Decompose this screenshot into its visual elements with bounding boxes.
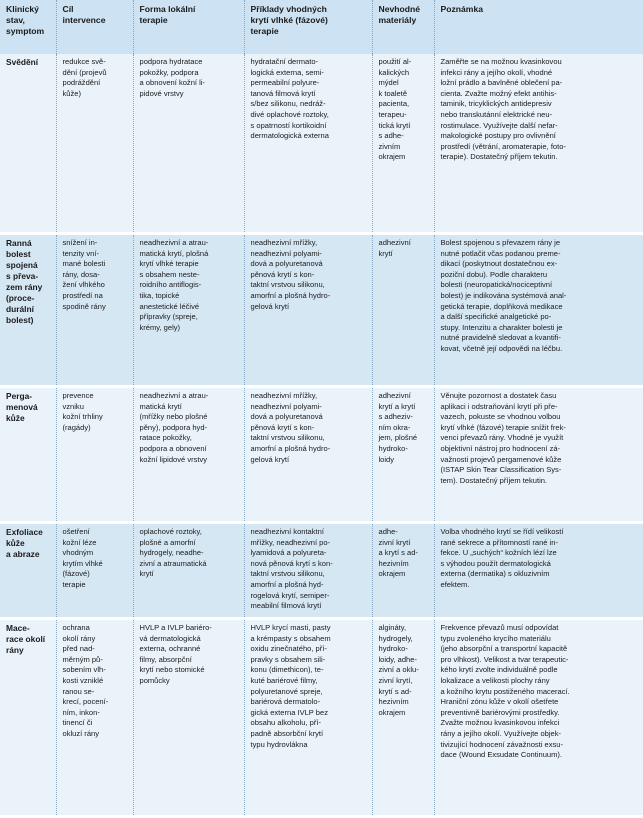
cell-line: tika, topické bbox=[139, 290, 180, 300]
cell-line: s převa- bbox=[6, 271, 39, 281]
cell-line: s/bez silikonu, nedráž- bbox=[250, 99, 326, 109]
cell-line: Věnujte pozornost a dostatek času bbox=[440, 391, 557, 400]
cell-line: makologické postupy pro ovlivnění bbox=[440, 131, 556, 141]
cell-line: bariérová dermatolo- bbox=[250, 697, 321, 707]
cell-intervention-goal bbox=[56, 523, 133, 619]
cell-line: terapie bbox=[139, 15, 168, 26]
cell-local-therapy bbox=[133, 523, 244, 619]
cell-line: vazech, pokuste se vhodnou volbou bbox=[440, 412, 561, 422]
cell-line: tivizující hodnocení závažnosti exsu- bbox=[440, 739, 563, 749]
cell-line: krytí vlhké (fázové) bbox=[250, 15, 328, 26]
cell-line: neadhezivní a atrau- bbox=[139, 238, 209, 247]
cell-line: kůže bbox=[6, 538, 25, 548]
cell-clinical-state bbox=[0, 523, 56, 619]
cell-line: padně absorbční krytí bbox=[250, 728, 324, 738]
cell-line: obsahu alkoholu, pří- bbox=[250, 718, 321, 728]
cell-line: typu zvoleného krycího materiálu bbox=[440, 633, 551, 643]
cell-line: (ISTAP Skin Tear Classification Sys- bbox=[440, 465, 562, 475]
cell-dressing-examples bbox=[244, 387, 372, 523]
cell-line: podráždění bbox=[62, 78, 101, 88]
cell-intervention-goal bbox=[56, 619, 133, 817]
cell-line: amorfní a plošná hyd- bbox=[250, 579, 324, 589]
cell-line: ratace pokožky, bbox=[139, 433, 192, 443]
cell-line: pidové vrstvy bbox=[139, 88, 184, 98]
table-header bbox=[0, 0, 643, 54]
cell-line: preventivně bariérovými prostředky. bbox=[440, 707, 560, 717]
cell-unsuitable-materials bbox=[372, 54, 434, 234]
cell-line: konu (dimethicon), te- bbox=[250, 665, 324, 675]
cell-note bbox=[434, 54, 643, 234]
cell-line: divé oplachové roztoky, bbox=[250, 109, 329, 119]
cell-line: meabilní filmová krytí bbox=[250, 601, 322, 611]
cell-line: mané bolesti bbox=[62, 259, 106, 269]
cell-unsuitable-materials bbox=[372, 619, 434, 817]
cell-line: bolest) je indikována systémová anal- bbox=[440, 290, 567, 300]
header-dressing-examples bbox=[244, 0, 372, 54]
cell-line: a krytí s ad- bbox=[378, 548, 418, 558]
cell-line: ošetření bbox=[62, 527, 90, 536]
cell-line: redukce svě- bbox=[62, 57, 106, 66]
cell-line: zivním bbox=[378, 141, 401, 151]
cell-line: važnosti projevů pergamenové kůže bbox=[440, 454, 562, 464]
cell-line: neadhezivní polyami- bbox=[250, 401, 322, 411]
cell-line: nebo transkutánní elektrické neu- bbox=[440, 109, 553, 119]
cell-line: bolest bbox=[6, 249, 31, 259]
cell-line: Forma lokální bbox=[139, 4, 196, 14]
cell-line: adhezivní bbox=[378, 238, 411, 247]
cell-line: polyuretanové spreje, bbox=[250, 686, 323, 696]
cell-line: terapie). Dostatečný příjem tekutin. bbox=[440, 152, 558, 162]
cell-line: pokožky, podpora bbox=[139, 67, 199, 77]
cell-line: zivní a oklu- bbox=[378, 665, 419, 675]
cell-line: HVLP krycí masti, pasty bbox=[250, 623, 331, 632]
cell-line: a další specifické analgetické po- bbox=[440, 312, 552, 322]
cell-line: oxidu zinečnatého, pří- bbox=[250, 644, 327, 654]
header-clinical-state bbox=[0, 0, 56, 54]
cell-line: neadhezivní mřížky, bbox=[250, 391, 318, 400]
cell-line: ochrana bbox=[62, 623, 90, 632]
cell-intervention-goal bbox=[56, 387, 133, 523]
cell-note bbox=[434, 234, 643, 387]
cell-line: krytí nebo stomické bbox=[139, 665, 205, 675]
table-body bbox=[0, 54, 643, 817]
cell-line: kuté bariérové filmy, bbox=[250, 675, 318, 685]
cell-line: nutné potlačit včas podanou preme- bbox=[440, 248, 561, 258]
cell-line: tinencí či bbox=[62, 718, 93, 728]
cell-line: Ranná bbox=[6, 238, 32, 248]
cell-line: prostředí (větrání, aromaterapie, foto- bbox=[440, 141, 566, 151]
cell-line: pacienta, bbox=[378, 99, 410, 109]
cell-line: roidního antiflogis- bbox=[139, 280, 202, 290]
cell-line: podpora a obnovení bbox=[139, 443, 207, 453]
cell-clinical-state bbox=[0, 387, 56, 523]
cell-line: Zvažte možnou kvasinkovou infekci bbox=[440, 718, 560, 728]
cell-line: mýdel bbox=[378, 78, 399, 88]
cell-line: krecí, pocení- bbox=[62, 697, 109, 707]
cell-line: adhezivní bbox=[378, 391, 411, 400]
cell-clinical-state bbox=[0, 619, 56, 817]
cell-line: pro vlhkost). Velikost a tvar terapeutic- bbox=[440, 654, 569, 664]
cell-line: před nad- bbox=[62, 644, 95, 654]
cell-line: měrným pů- bbox=[62, 654, 103, 664]
cell-line: Cíl bbox=[62, 4, 74, 14]
cell-line: a abraze bbox=[6, 549, 40, 559]
cell-line: okrajem bbox=[378, 152, 406, 162]
cell-line: Klinický bbox=[6, 4, 39, 14]
cell-line: Hraniční zónu kůže v okolí ošetřete bbox=[440, 697, 559, 707]
cell-line: gelová krytí bbox=[250, 301, 290, 311]
cell-line: Frekvence převazů musí odpovídat bbox=[440, 623, 559, 632]
cell-line: prevence bbox=[62, 391, 94, 400]
cell-line: (mřížky nebo plošné bbox=[139, 412, 208, 422]
cell-line: s adheziv- bbox=[378, 412, 413, 422]
cell-line: rány, dosa- bbox=[62, 269, 100, 279]
cell-line: externa (dermatika) s okluzivním bbox=[440, 569, 550, 579]
header-intervention-goal bbox=[56, 0, 133, 54]
cell-line: Bolest spojenou s převazem rány je bbox=[440, 238, 561, 247]
cell-line: terapie bbox=[62, 579, 86, 589]
cell-line: tická krytí bbox=[378, 120, 411, 130]
cell-line: Zaměřte se na možnou kvasinkovou bbox=[440, 57, 562, 66]
cell-line: rostimulace. Využívejte další nefar- bbox=[440, 120, 558, 130]
cell-line: vhodným bbox=[62, 548, 94, 558]
cell-line: vzniku bbox=[62, 401, 84, 411]
cell-clinical-state bbox=[0, 234, 56, 387]
cell-line: vá dermatologická bbox=[139, 633, 201, 643]
cell-line: použití al- bbox=[378, 57, 412, 66]
cell-line: Poznámka bbox=[440, 4, 484, 14]
cell-line: HVLP a IVLP bariéro- bbox=[139, 623, 212, 632]
cell-line: pěnová krytí s kon- bbox=[250, 422, 315, 432]
cell-note bbox=[434, 619, 643, 817]
cell-line: race okolí bbox=[6, 634, 46, 644]
cell-line: hydroko- bbox=[378, 644, 408, 654]
cell-line: tenzity vní- bbox=[62, 248, 99, 258]
cell-line: logická externa, semi- bbox=[250, 67, 324, 77]
cell-unsuitable-materials bbox=[372, 387, 434, 523]
cell-line: okluzí rány bbox=[62, 728, 99, 738]
cell-line: okrajem bbox=[378, 569, 406, 579]
cell-line: matická krytí bbox=[139, 401, 182, 411]
cell-local-therapy bbox=[133, 54, 244, 234]
cell-line: (proce- bbox=[6, 293, 35, 303]
cell-line: amorfní a plošná hydro- bbox=[250, 290, 331, 300]
cell-line: kůže bbox=[6, 413, 25, 423]
cell-line: žení vlhkého bbox=[62, 280, 105, 290]
cell-line: hydroko- bbox=[378, 443, 408, 453]
cell-line: (jeho absorpční a transportní kapacitě bbox=[440, 644, 568, 654]
cell-line: spodině rány bbox=[62, 301, 106, 311]
cell-line: krytí s ad- bbox=[378, 686, 412, 696]
cell-line: plošné a amorfní bbox=[139, 537, 196, 547]
cell-line: bolest) bbox=[6, 315, 34, 325]
cell-line: poziční dobu). Podle charakteru bbox=[440, 269, 548, 279]
cell-line: adhe- bbox=[378, 527, 398, 536]
cell-line: krytím vlhké bbox=[62, 558, 103, 568]
cell-line: tanová filmová krytí bbox=[250, 88, 316, 98]
cell-line: zem rány bbox=[6, 282, 43, 292]
cell-line: materiály bbox=[378, 15, 417, 26]
cell-line: dová a polyuretanová bbox=[250, 259, 323, 269]
cell-line: oplachové roztoky, bbox=[139, 527, 202, 536]
cell-line: zivní krytí, bbox=[378, 675, 413, 685]
cell-intervention-goal bbox=[56, 234, 133, 387]
cell-line: neadhezivní kontaktní bbox=[250, 527, 324, 536]
cell-line: ložní prádlo a bavlněné oblečení pa- bbox=[440, 78, 563, 88]
cell-line: Nevhodné bbox=[378, 4, 421, 14]
cell-line: permeabilní polyure- bbox=[250, 78, 320, 88]
cell-line: kalických bbox=[378, 67, 410, 77]
cell-line: dace (Wound Exsudate Continuum). bbox=[440, 750, 563, 760]
cell-line: přípravky (spreje, bbox=[139, 312, 198, 322]
cell-line: getická terapie, doplňková medikace bbox=[440, 301, 563, 311]
cell-line: bolesti (neuropatická/nociceptivní bbox=[440, 280, 553, 290]
cell-line: nová pěnová krytí s kon- bbox=[250, 558, 333, 568]
cell-line: krytí vlhké terapie bbox=[139, 259, 199, 269]
cell-line: snížení in- bbox=[62, 238, 98, 247]
cell-line: gická externa IVLP bez bbox=[250, 707, 328, 717]
cell-dressing-examples bbox=[244, 523, 372, 619]
cell-line: prostředí na bbox=[62, 290, 103, 300]
table-row-procedural-pain bbox=[0, 234, 643, 387]
cell-line: krémy, gely) bbox=[139, 322, 181, 332]
cell-line: durální bbox=[6, 304, 34, 314]
cell-line: kého krytí zvolte individuálně podle bbox=[440, 665, 558, 675]
cell-line: kosti vzniklé bbox=[62, 675, 104, 685]
cell-line: rány bbox=[6, 645, 24, 655]
cell-line: zivní krytí bbox=[378, 537, 411, 547]
cell-line: krytí a krytí bbox=[378, 401, 416, 411]
cell-line: dová a polyuretanová bbox=[250, 412, 323, 422]
cell-line: a obnovení kožní li- bbox=[139, 78, 205, 88]
cell-line: s obsahem neste- bbox=[139, 269, 200, 279]
cell-line: objektivní nástroj pro hodnocení zá- bbox=[440, 443, 561, 453]
table-row-itching bbox=[0, 54, 643, 234]
cell-unsuitable-materials bbox=[372, 234, 434, 387]
cell-line: (ragády) bbox=[62, 422, 91, 432]
cell-line: s výhodou použít dermatologická bbox=[440, 558, 551, 568]
cell-line: anestetické léčivé bbox=[139, 301, 200, 311]
cell-local-therapy bbox=[133, 387, 244, 523]
cell-line: Exfoliace bbox=[6, 527, 43, 537]
cell-line: dění (projevů bbox=[62, 67, 107, 77]
cell-line: Příklady vhodných bbox=[250, 4, 327, 14]
cell-line: zivní a atraumatická bbox=[139, 558, 207, 568]
table-row-exfoliation bbox=[0, 523, 643, 619]
cell-line: infekci rány a jejího okolí, vhodné bbox=[440, 67, 553, 77]
cell-line: krytí bbox=[139, 569, 154, 579]
cell-line: neadhezivní mřížky, bbox=[250, 238, 318, 247]
cell-line: kožní lipidové vrstvy bbox=[139, 454, 208, 464]
cell-line: efektem. bbox=[440, 579, 470, 589]
cell-intervention-goal bbox=[56, 54, 133, 234]
cell-line: (fázové) bbox=[62, 569, 90, 579]
header-unsuitable-materials bbox=[372, 0, 434, 54]
cell-line: kožní léze bbox=[62, 537, 97, 547]
cell-unsuitable-materials bbox=[372, 523, 434, 619]
cell-line: kůže) bbox=[62, 88, 81, 98]
cell-line: stupy. Intenzitu a charakter bolesti je bbox=[440, 322, 563, 332]
cell-line: dermatologická externa bbox=[250, 131, 329, 141]
cell-line: terapie bbox=[250, 26, 279, 37]
header-note bbox=[434, 0, 643, 54]
cell-line: ním, inkon- bbox=[62, 707, 100, 717]
cell-line: krytí vlhké (fázové) terapie snížit frek- bbox=[440, 422, 566, 432]
cell-line: spojená bbox=[6, 260, 38, 270]
cell-line: okrajem bbox=[378, 707, 406, 717]
cell-line: taktní vrstvou silikonu, bbox=[250, 433, 325, 443]
cell-line: pěnová krytí s kon- bbox=[250, 269, 315, 279]
cell-line: s adhe- bbox=[378, 131, 404, 141]
cell-line: fekce. U „suchých“ kožních lézí lze bbox=[440, 548, 557, 558]
cell-line: s opatrností kortikoidní bbox=[250, 120, 327, 130]
cell-line: terapeu- bbox=[378, 109, 407, 119]
cell-dressing-examples bbox=[244, 234, 372, 387]
cell-line: lokalizace a velikosti plochy rány bbox=[440, 675, 550, 685]
cell-line: dikací (poskytnout dostatečnou ex- bbox=[440, 259, 558, 269]
cell-line: taminik, tricyklických antidepresiv bbox=[440, 99, 552, 109]
cell-line: podpora hydratace bbox=[139, 57, 203, 66]
cell-line: kovat, včetně její odpovědi na léčbu. bbox=[440, 343, 563, 353]
cell-line: pomůcky bbox=[139, 675, 170, 685]
table-row-maceration bbox=[0, 619, 643, 817]
cell-line: ním okra- bbox=[378, 422, 411, 432]
cell-line: typu hydrovlákna bbox=[250, 739, 308, 749]
cell-dressing-examples bbox=[244, 619, 372, 817]
cell-line: matická krytí, plošná bbox=[139, 248, 209, 258]
cell-line: venci převazů rány. Vhodné je využít bbox=[440, 433, 564, 443]
cell-line: symptom bbox=[6, 26, 45, 37]
cell-note bbox=[434, 387, 643, 523]
cell-line: hydratační dermato- bbox=[250, 57, 319, 66]
cell-line: taktní vrstvou silikonu, bbox=[250, 569, 325, 579]
cell-line: hezivním bbox=[378, 697, 409, 707]
cell-line: gelová krytí bbox=[250, 454, 290, 464]
cell-line: jem, plošné bbox=[378, 433, 418, 443]
cell-line: loidy, adhe- bbox=[378, 654, 417, 664]
cell-line: k toaletě bbox=[378, 88, 408, 98]
cell-line: rogelová krytí, semiper- bbox=[250, 590, 330, 600]
cell-line: Mace- bbox=[6, 623, 30, 633]
cell-line: okolí rány bbox=[62, 633, 96, 643]
cell-local-therapy bbox=[133, 619, 244, 817]
cell-clinical-state bbox=[0, 54, 56, 234]
cell-line: hydrogely, neadhe- bbox=[139, 548, 204, 558]
cell-line: lyamidová a polyureta- bbox=[250, 548, 327, 558]
header-local-therapy bbox=[133, 0, 244, 54]
cell-line: loidy bbox=[378, 454, 395, 464]
cell-line: Perga- bbox=[6, 391, 33, 401]
cell-line: aplikaci i odstraňování krytí při pře- bbox=[440, 401, 558, 411]
cell-line: pravky s obsahem sili- bbox=[250, 654, 326, 664]
cell-line: kožní trhliny bbox=[62, 412, 103, 422]
cell-line: stav, bbox=[6, 15, 25, 26]
cell-note bbox=[434, 523, 643, 619]
cell-line: nutné pravidelně sledovat a kvantifi- bbox=[440, 333, 561, 343]
cell-line: Volba vhodného krytí se řídí velikostí bbox=[440, 527, 564, 536]
cell-line: pěny), podpora hyd- bbox=[139, 422, 208, 432]
cell-line: filmy, absorpční bbox=[139, 654, 192, 664]
cell-line: ranou se- bbox=[62, 686, 95, 696]
cell-line: amorfní a plošná hydro- bbox=[250, 443, 331, 453]
cell-line: hydrogely, bbox=[378, 633, 413, 643]
cell-line: rané sekrece a přítomností rané in- bbox=[440, 537, 558, 547]
cell-line: hezivním bbox=[378, 558, 409, 568]
cell-line: neadhezivní a atrau- bbox=[139, 391, 209, 400]
cell-line: krytí bbox=[378, 248, 393, 258]
cell-line: mřížky, neadhezivní po- bbox=[250, 537, 331, 547]
header-row bbox=[0, 0, 643, 54]
cell-line: a kožního krytu postiženého macerací. bbox=[440, 686, 570, 696]
cell-line: Svědění bbox=[6, 57, 39, 67]
cell-line: cienta. Zvažte možný efekt antihis- bbox=[440, 88, 557, 98]
cell-line: algináty, bbox=[378, 623, 407, 632]
cell-line: rány a jejího okolí. Využívejte objek- bbox=[440, 728, 562, 738]
table-row-parchment-skin bbox=[0, 387, 643, 523]
cell-line: menová bbox=[6, 402, 38, 412]
cell-line: taktní vrstvou silikonu, bbox=[250, 280, 325, 290]
cell-line: a krémpasty s obsahem bbox=[250, 633, 331, 643]
cell-line: externa, ochranné bbox=[139, 644, 201, 654]
cell-line: neadhezivní polyami- bbox=[250, 248, 322, 258]
cell-line: sobením vlh- bbox=[62, 665, 106, 675]
cell-local-therapy bbox=[133, 234, 244, 387]
cell-dressing-examples bbox=[244, 54, 372, 234]
cell-line: tem). Dostatečný příjem tekutin. bbox=[440, 475, 548, 485]
cell-line: intervence bbox=[62, 15, 106, 26]
